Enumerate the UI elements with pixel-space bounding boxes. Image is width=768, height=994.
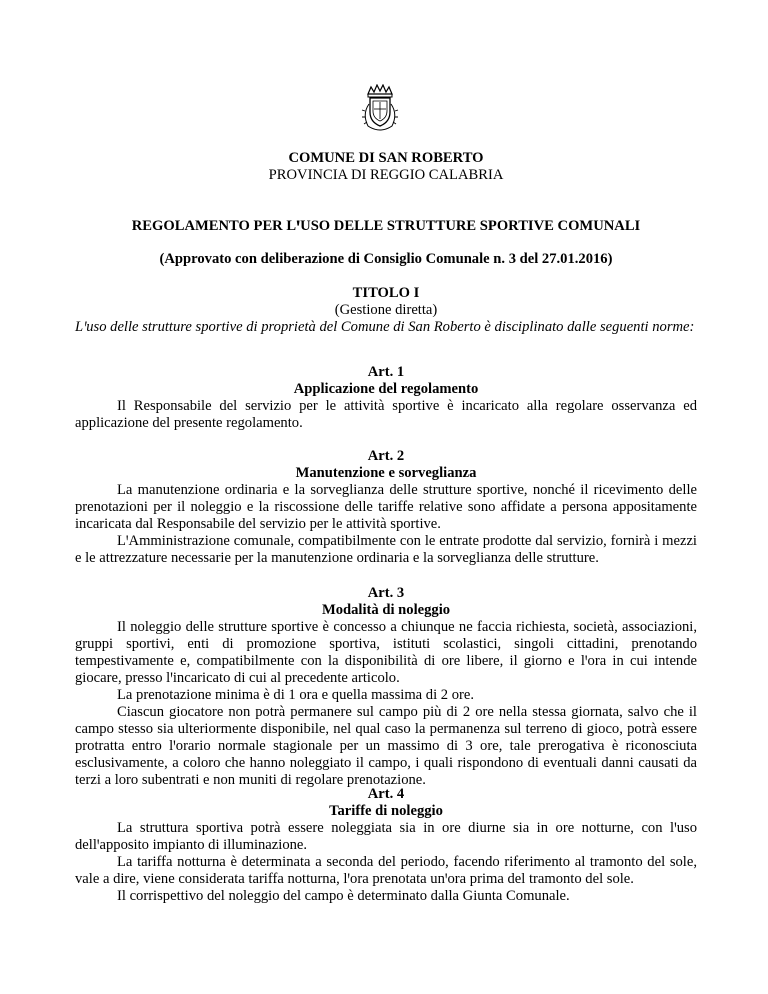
article-title: Tariffe di noleggio bbox=[329, 803, 443, 819]
article-paragraph: LꞌAmministrazione comunale, compatibilmente con le entrate prodotte dal servizio, fornirà i mezzi e le attrezzature necessarie per la manutenzione ordinaria e la sorveglianza delle strutture. bbox=[75, 533, 697, 566]
titolo-intro: Lꞌuso delle strutture sportive di proprietà del Comune di San Roberto è disciplinato dalle seguenti norme: bbox=[75, 319, 695, 335]
article-paragraph: Il noleggio delle strutture sportive è concesso a chiunque ne faccia richiesta, società, associazioni, gruppi sportivi, enti di promozione sportiva, istituti scolastici, singoli cittadini, prenotando tempestivamente e, compatibilmente con la disponibilità di ore libere, il giorno e lꞌora in cui intende giocare, presso lꞌincaricato di cui al precedente articolo. bbox=[75, 619, 697, 686]
article-title: Applicazione del regolamento bbox=[293, 381, 479, 397]
article-number: Art. 3 bbox=[367, 585, 405, 601]
article-title: Modalità di noleggio bbox=[321, 602, 451, 618]
article-paragraph: La manutenzione ordinaria e la sorveglianza delle strutture sportive, nonché il ricevimento delle prenotazioni per il noleggio e la riscossione delle tariffe relative sono affidate a persona appositamente incaricata dal Responsabile del servizio per le attività sportive. bbox=[75, 482, 697, 532]
titolo-heading: TITOLO I bbox=[352, 285, 420, 301]
article-number: Art. 4 bbox=[367, 786, 405, 802]
article-number: Art. 1 bbox=[367, 364, 405, 380]
article-title: Manutenzione e sorveglianza bbox=[295, 465, 477, 481]
article-paragraph: Ciascun giocatore non potrà permanere sul campo più di 2 ore nella stessa giornata, salvo che il campo stesso sia ulteriormente disponibile, nel qual caso la permanenza sul terreno di gioco, potrà essere protratta entro lꞌorario normale stagionale per un massimo di 3 ore, tale prerogativa è riconosciuta esclusivamente, a coloro che hanno noleggiato il campo, i quali rispondono di eventuali danni causati da terzi a loro subentrati e non muniti di regolare prenotazione. bbox=[75, 704, 697, 788]
article-1 bbox=[75, 364, 697, 432]
article-paragraph: Il corrispettivo del noleggio del campo è determinato dalla Giunta Comunale. bbox=[117, 888, 570, 904]
titolo-section bbox=[75, 285, 697, 336]
article-3 bbox=[75, 585, 697, 789]
approval-note: (Approvato con deliberazione di Consiglio Comunale n. 3 del 27.01.2016) bbox=[159, 251, 613, 267]
article-number: Art. 2 bbox=[367, 448, 405, 464]
article-paragraph: La prenotazione minima è di 1 ora e quella massima di 2 ore. bbox=[117, 687, 475, 703]
provincia-name: PROVINCIA DI REGGIO CALABRIA bbox=[268, 167, 504, 183]
comune-name: COMUNE DI SAN ROBERTO bbox=[288, 150, 484, 166]
article-paragraph: Il Responsabile del servizio per le attività sportive è incaricato alla regolare osservanza ed applicazione del presente regolamento. bbox=[75, 398, 697, 431]
municipal-crest-icon bbox=[359, 84, 401, 132]
document-title: REGOLAMENTO PER LꞌUSO DELLE STRUTTURE SPORTIVE COMUNALI bbox=[131, 218, 641, 234]
article-paragraph: La tariffa notturna è determinata a seconda del periodo, facendo riferimento al tramonto del sole, vale a dire, viene considerata tariffa notturna, lꞌora prenotata unꞌora prima del tramonto del sole. bbox=[75, 854, 697, 887]
article-2 bbox=[75, 448, 697, 567]
titolo-subheading: (Gestione diretta) bbox=[334, 302, 438, 318]
article-4 bbox=[75, 786, 697, 905]
article-paragraph: La struttura sportiva potrà essere noleggiata sia in ore diurne sia in ore notturne, con lꞌuso dellꞌapposito impianto di illuminazione. bbox=[75, 820, 697, 853]
